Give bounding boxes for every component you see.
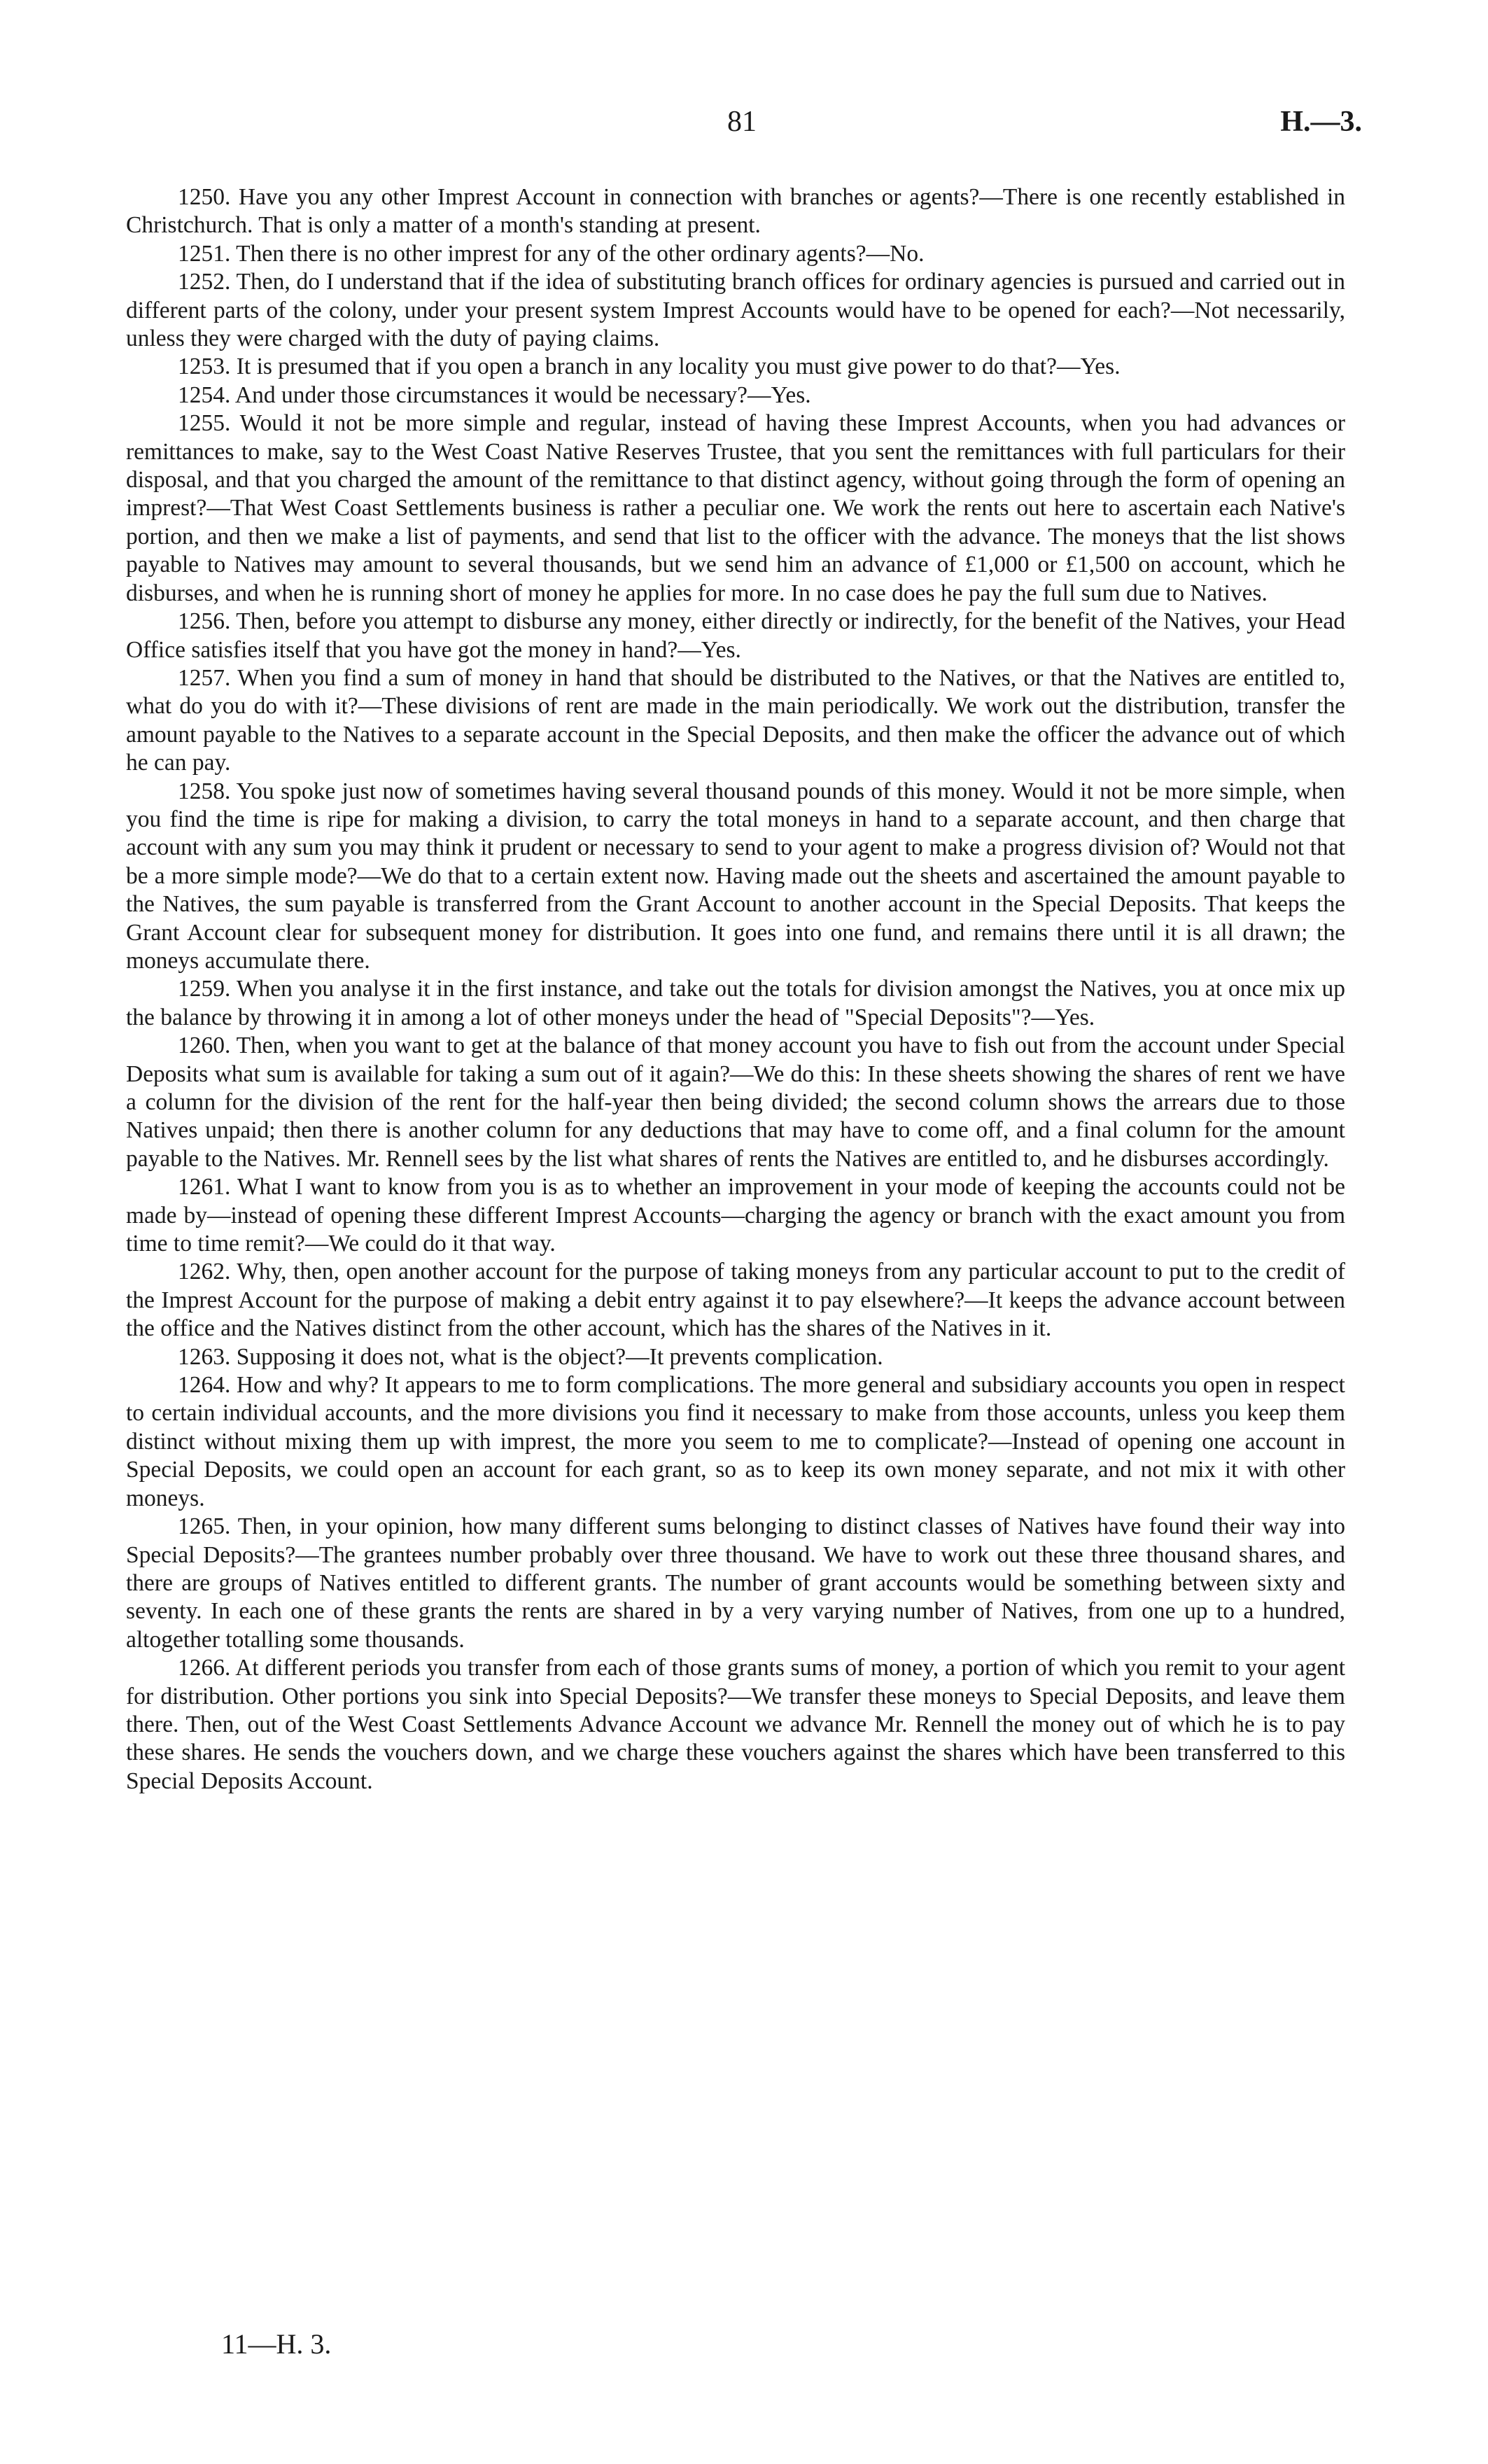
paragraph-1262: 1262. Why, then, open another account for the purpose of taking moneys from any particular account to put to the credit of the Imprest Account for the purpose of making a debit entry against it to pay elsewhere?—It keeps the advance account between the office and the Natives distinct from the other account, which has the shares of the Natives in it. <box>126 1259 1345 1342</box>
paragraph-1266: 1266. At different periods you transfer from each of those grants sums of money, a portion of which you remit to your agent for distribution. Other portions you sink into Special Deposits?—We transfer these moneys to Special Deposits, and leave them there. Then, out of the West Coast Settlements Advance Account we advance Mr. Rennell the money out of which he is to pay these shares. He sends the vouchers down, and we charge these vouchers against the shares which have been transferred to this Special Deposits Account. <box>126 1655 1345 1794</box>
paragraph-1258: 1258. You spoke just now of sometimes having several thousand pounds of this money. Would it not be more simple, when you find the time is ripe for making a division, to carry the total moneys in hand to a separate account, and then charge that account with any sum you may think it prudent or necessary to send to your agent to make a progress division of? Would not that be a more simple mode?—We do that to a certain extent now. Having made out the sheets and ascertained the amount payable to the Natives, the sum payable is transferred from the Grant Account to another account in the Special Deposits. That keeps the Grant Account clear for subsequent money for distribution. It goes into one fund, and remains there until it is all drawn; the moneys accumulate there. <box>126 778 1345 974</box>
document-reference: H.—3. <box>1280 106 1362 138</box>
paragraph-1260: 1260. Then, when you want to get at the balance of that money account you have to fish out from the account under Special Deposits what sum is available for taking a sum out of it again?—We do this: In these sheets showing the shares of rent we have a column for the division of the rent for the half-year then being divided; the second column shows the arrears due to those Natives unpaid; then there is another column for any deductions that may have to come off, and a final column for the amount payable to the Natives. Mr. Rennell sees by the list what shares of rents the Natives are entitled to, and he disburses accordingly. <box>126 1032 1345 1172</box>
paragraph-1259: 1259. When you analyse it in the first instance, and take out the totals for division amongst the Natives, you at once mix up the balance by throwing it in among a lot of other moneys under the head of "Special Deposits"?—Yes. <box>126 976 1345 1030</box>
paragraph-1254: 1254. And under those circumstances it would be necessary?—Yes. <box>178 382 811 408</box>
paragraph-1265: 1265. Then, in your opinion, how many different sums belonging to distinct classes of Natives have found their way into Special Deposits?—The grantees number probably over three thousand. We have to work out these three thousand shares, and there are groups of Natives entitled to different grants. The number of grant accounts would be something between sixty and seventy. In each one of these grants the rents are shared in by a very varying number of Natives, from one up to a hundred, altogether totalling some thousands. <box>126 1513 1345 1653</box>
paragraph-1261: 1261. What I want to know from you is as to whether an improvement in your mode of keeping the accounts could not be made by—instead of opening these different Imprest Accounts—charging the agency or branch with the exact amount you from time to time remit?—We could do it that way. <box>126 1174 1345 1257</box>
signature-mark: 11—H. 3. <box>221 2328 332 2360</box>
paragraph-1264: 1264. How and why? It appears to me to form complications. The more general and subsidiary accounts you open in respect to certain individual accounts, and the more divisions you find it necessary to make from those accounts, unless you keep them distinct without mixing them up with imprest, the more you seem to me to complicate?—Instead of opening one account in Special Deposits, we could open an account for each grant, so as to keep its own money separate, and not mix it with other moneys. <box>126 1372 1345 1511</box>
paragraph-1256: 1256. Then, before you attempt to disburse any money, either directly or indirectly, for the benefit of the Natives, your Head Office satisfies itself that you have got the money in hand?—Yes. <box>126 608 1345 663</box>
paragraph-1251: 1251. Then there is no other imprest for any of the other ordinary agents?—No. <box>178 240 925 267</box>
page-number: 81 <box>727 106 757 138</box>
paragraph-1257: 1257. When you find a sum of money in hand that should be distributed to the Natives, or that the Natives are entitled to, what do you do with it?—These divisions of rent are made in the main periodically. We work out the distribution, transfer the amount payable to the Natives to a separate account in the Special Deposits, and then make the officer the advance out of which he can pay. <box>126 664 1345 776</box>
testimony-body <box>126 183 1345 1795</box>
paragraph-1253: 1253. It is presumed that if you open a branch in any locality you must give power to do that?—Yes. <box>178 354 1121 380</box>
paragraph-1250: 1250. Have you any other Imprest Account in connection with branches or agents?—There is one recently established in Christchurch. That is only a matter of a month's standing at present. <box>126 184 1345 239</box>
paragraph-1252: 1252. Then, do I understand that if the idea of substituting branch offices for ordinary agencies is pursued and carried out in different parts of the colony, under your present system Imprest Accounts would have to be opened for each?—Not necessarily, unless they were charged with the duty of paying claims. <box>126 269 1345 352</box>
paragraph-1255: 1255. Would it not be more simple and regular, instead of having these Imprest Accounts, when you had advances or remittances to make, say to the West Coast Native Reserves Trustee, that you sent the remittances with full particulars for their disposal, and that you charged the amount of the remittance to that distinct agency, without going through the form of opening an imprest?—That West Coast Settlements business is rather a peculiar one. We work the rents out here to ascertain each Native's portion, and then we make a list of payments, and send that list to the officer with the advance. The moneys that the list shows payable to Natives may amount to several thousands, but we send him an advance of £1,000 or £1,500 on account, which he disburses, and when he is running short of money he applies for more. In no case does he pay the full sum due to Natives. <box>126 410 1345 606</box>
paragraph-1263: 1263. Supposing it does not, what is the object?—It prevents complication. <box>178 1343 883 1370</box>
